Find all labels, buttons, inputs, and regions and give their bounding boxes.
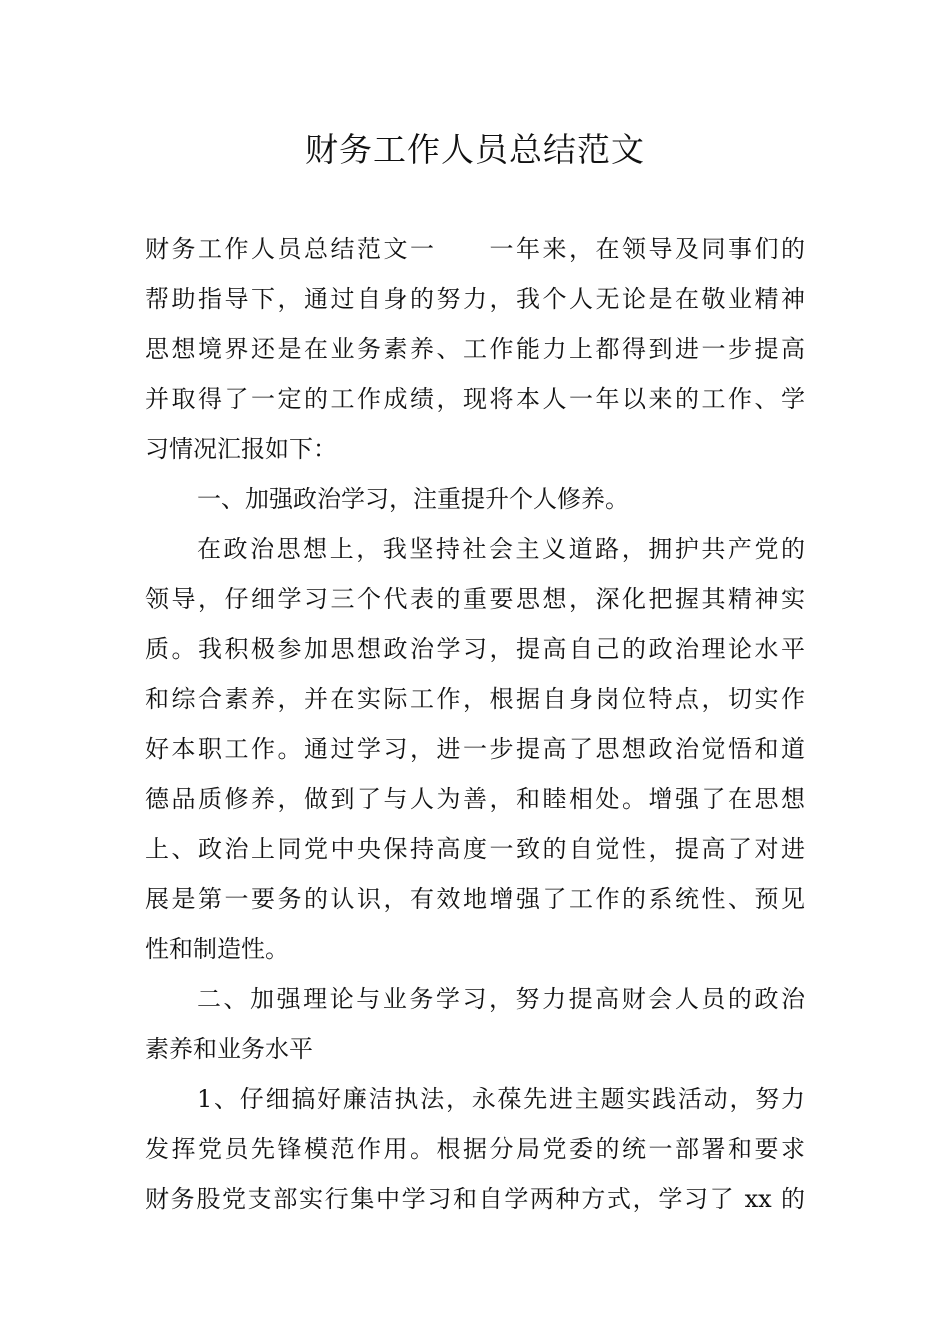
body-line: 素养和业务水平 — [145, 1035, 313, 1063]
document-title: 财务工作人员总结范文 — [305, 130, 645, 169]
body-line: 二、加强理论与业务学习，努力提高财会人员的政治 — [197, 985, 805, 1013]
body-line: 在政治思想上，我坚持社会主义道路，拥护共产党的 — [197, 535, 805, 563]
body-line: 性和制造性。 — [145, 935, 289, 963]
body-line: 1、仔细搞好廉洁执法，永葆先进主题实践活动，努力 — [197, 1085, 805, 1113]
body-line: 一、加强政治学习，注重提升个人修养。 — [197, 485, 629, 513]
body-line: 好本职工作。通过学习，进一步提高了思想政治觉悟和道 — [145, 735, 805, 763]
body-line: 质。我积极参加思想政治学习，提高自己的政治理论水平 — [145, 635, 805, 663]
body-line: 发挥党员先锋模范作用。根据分局党委的统一部署和要求 — [145, 1135, 805, 1163]
body-line: 财务股党支部实行集中学习和自学两种方式，学习了 xx 的 — [145, 1185, 805, 1213]
body-line: 上、政治上同党中央保持高度一致的自觉性，提高了对进 — [145, 835, 805, 863]
body-line: 领导，仔细学习三个代表的重要思想，深化把握其精神实 — [145, 585, 805, 613]
document-body — [145, 224, 805, 1224]
body-line: 习情况汇报如下： — [145, 435, 337, 463]
body-line: 并取得了一定的工作成绩，现将本人一年以来的工作、学 — [145, 385, 805, 413]
body-line: 财务工作人员总结范文一 一年来，在领导及同事们的 — [145, 235, 805, 263]
body-line: 帮助指导下，通过自身的努力，我个人无论是在敬业精神 — [145, 285, 805, 313]
body-line: 德品质修养，做到了与人为善，和睦相处。增强了在思想 — [145, 785, 805, 813]
body-line: 和综合素养，并在实际工作，根据自身岗位特点，切实作 — [145, 685, 805, 713]
body-line: 展是第一要务的认识，有效地增强了工作的系统性、预见 — [145, 885, 805, 913]
body-line: 思想境界还是在业务素养、工作能力上都得到进一步提高 — [145, 335, 805, 363]
